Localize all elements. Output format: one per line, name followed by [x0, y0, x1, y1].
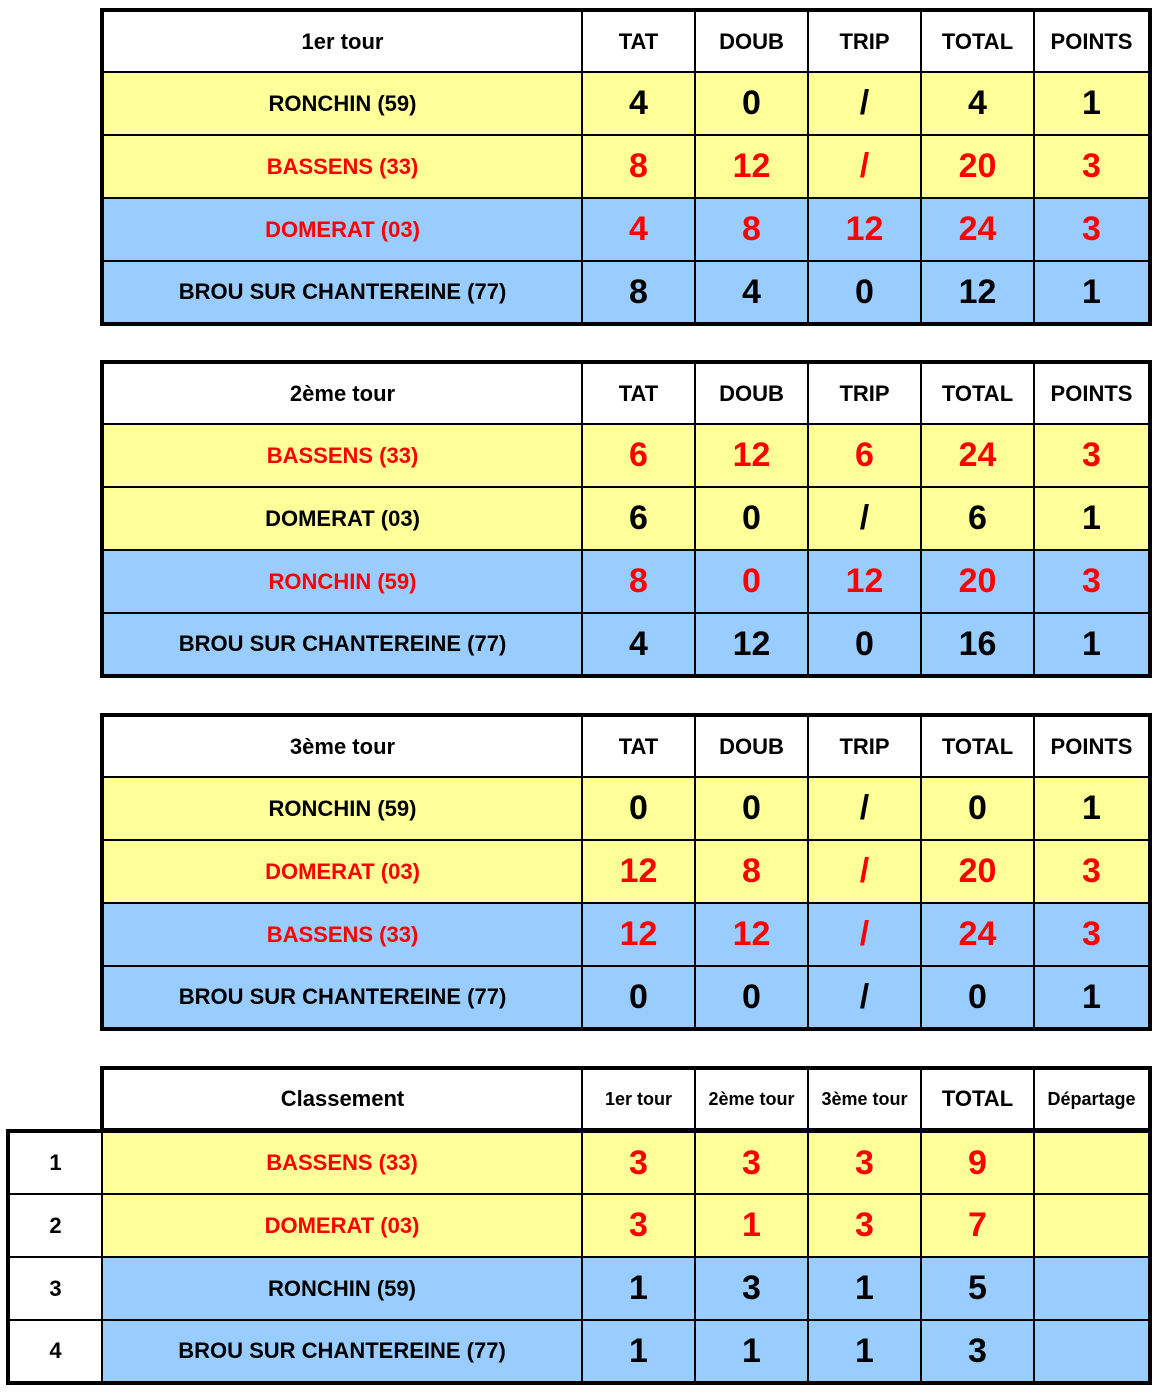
score-cell: 1	[1034, 966, 1150, 1029]
score-cell: 8	[582, 261, 695, 324]
col-header: DOUB	[695, 715, 808, 777]
score-cell: 12	[695, 613, 808, 676]
team-name: RONCHIN (59)	[102, 72, 582, 135]
table-row	[102, 135, 1150, 198]
score-cell: 1	[695, 1194, 808, 1257]
rank-cell: 4	[8, 1320, 102, 1383]
round-2-table	[100, 360, 1152, 678]
score-cell: 6	[582, 487, 695, 550]
tiebreak-cell	[1034, 1257, 1150, 1320]
table-row	[8, 1257, 1150, 1320]
score-cell: 12	[695, 424, 808, 487]
score-cell: 20	[921, 840, 1034, 903]
score-cell: 0	[695, 966, 808, 1029]
table-row	[102, 777, 1150, 840]
team-name: DOMERAT (03)	[102, 487, 582, 550]
score-cell: 7	[921, 1194, 1034, 1257]
score-cell: 6	[582, 424, 695, 487]
team-name: BASSENS (33)	[102, 424, 582, 487]
team-name: RONCHIN (59)	[102, 1257, 582, 1320]
table-row	[102, 487, 1150, 550]
score-cell: 0	[921, 966, 1034, 1029]
table-row	[102, 840, 1150, 903]
score-cell: /	[808, 487, 921, 550]
ranking-header-table	[100, 1066, 1152, 1132]
team-name: DOMERAT (03)	[102, 1194, 582, 1257]
col-header: DOUB	[695, 362, 808, 424]
table-row	[102, 550, 1150, 613]
score-cell: /	[808, 777, 921, 840]
table-row	[102, 261, 1150, 324]
table-row	[102, 903, 1150, 966]
score-cell: /	[808, 966, 921, 1029]
score-cell: 3	[582, 1194, 695, 1257]
score-cell: 16	[921, 613, 1034, 676]
score-cell: 1	[808, 1257, 921, 1320]
score-cell: /	[808, 903, 921, 966]
team-name: BROU SUR CHANTEREINE (77)	[102, 1320, 582, 1383]
col-header: TRIP	[808, 715, 921, 777]
score-cell: 4	[582, 72, 695, 135]
col-header: TOTAL	[921, 1068, 1034, 1130]
score-cell: 0	[808, 613, 921, 676]
team-name: BROU SUR CHANTEREINE (77)	[102, 613, 582, 676]
score-cell: 6	[921, 487, 1034, 550]
col-header: POINTS	[1034, 362, 1150, 424]
score-cell: 3	[695, 1131, 808, 1194]
score-cell: 8	[582, 135, 695, 198]
table-row	[102, 198, 1150, 261]
table-row	[102, 966, 1150, 1029]
score-cell: 6	[808, 424, 921, 487]
score-cell: 1	[1034, 487, 1150, 550]
table-row	[8, 1131, 1150, 1194]
table-row	[102, 613, 1150, 676]
score-cell: 1	[1034, 613, 1150, 676]
score-cell: /	[808, 135, 921, 198]
ranking-title: Classement	[102, 1068, 582, 1130]
score-cell: 12	[808, 550, 921, 613]
rank-cell: 1	[8, 1131, 102, 1194]
score-cell: 24	[921, 198, 1034, 261]
col-header: 3ème tour	[808, 1068, 921, 1130]
team-name: BROU SUR CHANTEREINE (77)	[102, 966, 582, 1029]
score-cell: 1	[695, 1320, 808, 1383]
col-header: TAT	[582, 10, 695, 72]
score-cell: 4	[921, 72, 1034, 135]
team-name: DOMERAT (03)	[102, 840, 582, 903]
col-header: 2ème tour	[695, 1068, 808, 1130]
score-cell: /	[808, 72, 921, 135]
score-cell: 3	[1034, 903, 1150, 966]
team-name: RONCHIN (59)	[102, 550, 582, 613]
col-header: TOTAL	[921, 10, 1034, 72]
score-cell: 0	[695, 777, 808, 840]
score-cell: 8	[695, 840, 808, 903]
score-cell: 3	[1034, 840, 1150, 903]
score-cell: 12	[921, 261, 1034, 324]
score-cell: 3	[921, 1320, 1034, 1383]
score-cell: 4	[582, 613, 695, 676]
score-cell: 8	[695, 198, 808, 261]
tiebreak-cell	[1034, 1194, 1150, 1257]
ranking-table	[6, 1129, 1152, 1385]
score-cell: 4	[582, 198, 695, 261]
team-name: BASSENS (33)	[102, 135, 582, 198]
score-cell: 12	[582, 903, 695, 966]
table-row	[8, 1194, 1150, 1257]
score-cell: 1	[582, 1320, 695, 1383]
rank-cell: 2	[8, 1194, 102, 1257]
score-cell: 1	[582, 1257, 695, 1320]
col-header: POINTS	[1034, 10, 1150, 72]
score-cell: 0	[808, 261, 921, 324]
score-cell: 0	[695, 72, 808, 135]
score-cell: 0	[695, 487, 808, 550]
team-name: BROU SUR CHANTEREINE (77)	[102, 261, 582, 324]
col-header: TAT	[582, 715, 695, 777]
round-title: 1er tour	[102, 10, 582, 72]
round-3-table	[100, 713, 1152, 1031]
score-cell: 0	[921, 777, 1034, 840]
score-cell: 3	[1034, 424, 1150, 487]
table-row	[102, 424, 1150, 487]
tiebreak-cell	[1034, 1131, 1150, 1194]
table-row	[8, 1320, 1150, 1383]
score-cell: 3	[808, 1194, 921, 1257]
score-cell: 12	[808, 198, 921, 261]
col-header: TOTAL	[921, 715, 1034, 777]
team-name: BASSENS (33)	[102, 903, 582, 966]
score-cell: 5	[921, 1257, 1034, 1320]
col-header: 1er tour	[582, 1068, 695, 1130]
score-cell: 3	[808, 1131, 921, 1194]
score-cell: 1	[1034, 777, 1150, 840]
team-name: BASSENS (33)	[102, 1131, 582, 1194]
rank-cell: 3	[8, 1257, 102, 1320]
col-header: TRIP	[808, 10, 921, 72]
score-cell: 1	[1034, 72, 1150, 135]
score-cell: 12	[582, 840, 695, 903]
col-header: POINTS	[1034, 715, 1150, 777]
col-header: DOUB	[695, 10, 808, 72]
score-cell: 3	[1034, 198, 1150, 261]
col-header: TOTAL	[921, 362, 1034, 424]
score-cell: 0	[695, 550, 808, 613]
team-name: DOMERAT (03)	[102, 198, 582, 261]
col-header: TRIP	[808, 362, 921, 424]
score-cell: 3	[695, 1257, 808, 1320]
score-cell: /	[808, 840, 921, 903]
score-cell: 3	[1034, 550, 1150, 613]
score-cell: 20	[921, 135, 1034, 198]
round-title: 3ème tour	[102, 715, 582, 777]
score-cell: 8	[582, 550, 695, 613]
score-cell: 1	[808, 1320, 921, 1383]
score-cell: 0	[582, 966, 695, 1029]
score-cell: 24	[921, 424, 1034, 487]
score-cell: 9	[921, 1131, 1034, 1194]
col-header: TAT	[582, 362, 695, 424]
table-row	[102, 72, 1150, 135]
score-cell: 20	[921, 550, 1034, 613]
score-cell: 1	[1034, 261, 1150, 324]
tiebreak-cell	[1034, 1320, 1150, 1383]
score-cell: 24	[921, 903, 1034, 966]
score-cell: 12	[695, 135, 808, 198]
score-cell: 4	[695, 261, 808, 324]
col-header: Départage	[1034, 1068, 1150, 1130]
score-cell: 3	[582, 1131, 695, 1194]
team-name: RONCHIN (59)	[102, 777, 582, 840]
score-cell: 0	[582, 777, 695, 840]
score-cell: 3	[1034, 135, 1150, 198]
round-1-table	[100, 8, 1152, 326]
score-cell: 12	[695, 903, 808, 966]
round-title: 2ème tour	[102, 362, 582, 424]
